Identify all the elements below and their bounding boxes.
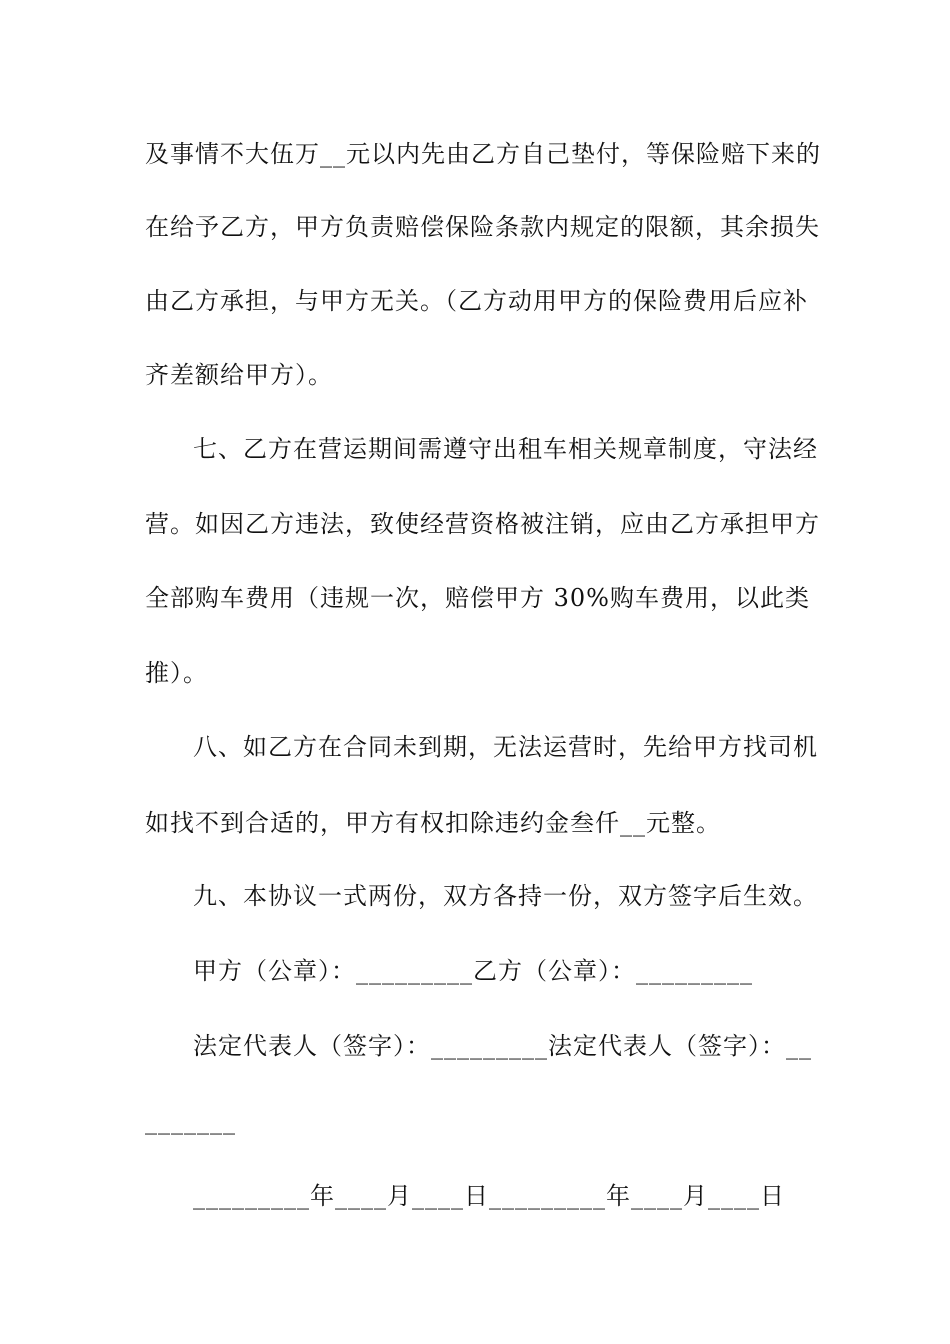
date-line: _________年____月____日_________年____月____日 <box>193 1182 785 1210</box>
paragraph-line: 营。如因乙方违法，致使经营资格被注销，应由乙方承担甲方 <box>145 510 820 538</box>
representative-signature-line: 法定代表人（签字）：_________法定代表人（签字）：__ <box>193 1032 812 1060</box>
paragraph-line: 由乙方承担，与甲方无关。（乙方动用甲方的保险费用后应补 <box>145 287 808 315</box>
clause-nine-line: 九、本协议一式两份，双方各持一份，双方签字后生效。 <box>193 882 818 910</box>
paragraph-line: 齐差额给甲方）。 <box>145 361 333 389</box>
paragraph-line: 推）。 <box>145 659 208 687</box>
signature-continuation-line: _______ <box>145 1107 236 1135</box>
paragraph-line: 及事情不大伍万__元以内先由乙方自己垫付，等保险赔下来的 <box>145 140 821 168</box>
clause-seven-line: 七、乙方在营运期间需遵守出租车相关规章制度，守法经 <box>193 435 818 463</box>
paragraph-line: 全部购车费用（违规一次，赔偿甲方 30%购车费用，以此类 <box>145 584 810 612</box>
clause-eight-line: 八、如乙方在合同未到期，无法运营时，先给甲方找司机 <box>193 733 818 761</box>
paragraph-line: 在给予乙方，甲方负责赔偿保险条款内规定的限额，其余损失 <box>145 213 820 241</box>
party-seal-line: 甲方（公章）：_________乙方（公章）：_________ <box>193 957 753 985</box>
paragraph-line: 如找不到合适的，甲方有权扣除违约金叁仟__元整。 <box>145 809 721 837</box>
